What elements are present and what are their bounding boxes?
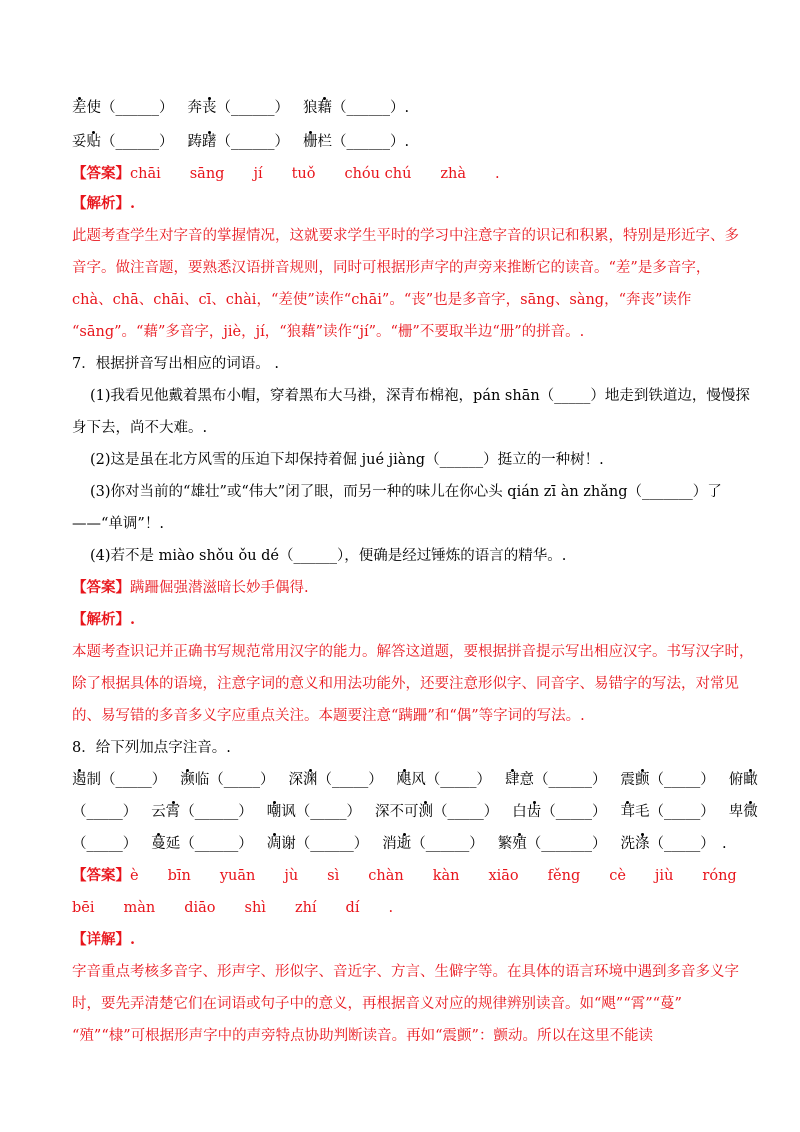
answer-blank: （_____） xyxy=(72,836,138,852)
answer-blank: （_____） xyxy=(317,772,383,788)
vocab-char: 栏 xyxy=(317,134,332,150)
dotted-char: 渊 xyxy=(303,772,318,788)
vocab-item xyxy=(72,134,174,150)
q6-analysis-line: “sāng”。“藉”多音字，jiè，jí，“狼藉”读作“jí”。“栅”不要取半边“册”的拼音。. xyxy=(72,324,585,340)
vocab-char: 白 xyxy=(512,804,527,820)
dotted-char: 殖 xyxy=(512,836,527,852)
vocab-item xyxy=(151,836,253,852)
vocab-char: 风 xyxy=(411,772,426,788)
vocab-char: 意 xyxy=(519,772,534,788)
q8-detail-label: 【详解】. xyxy=(72,931,136,948)
vocab-item xyxy=(505,772,607,788)
vocab-item xyxy=(621,836,727,852)
dotted-char: 蔓 xyxy=(151,836,166,852)
dotted-char: 嘲 xyxy=(266,804,282,820)
vocab-char: 震 xyxy=(620,772,635,788)
dotted-char: 微 xyxy=(743,804,758,820)
answer-label: 【答案】 xyxy=(72,867,130,884)
answer-blank: （______）. xyxy=(332,134,410,150)
vocab-char: 俯 xyxy=(728,772,744,788)
vocab-item xyxy=(512,804,606,820)
dotted-char: 涤 xyxy=(635,836,650,852)
q8-row-2 xyxy=(72,802,758,822)
vocab-item xyxy=(72,100,174,116)
answer-blank: （______） xyxy=(180,804,253,820)
vocab-char: 卑 xyxy=(728,804,744,820)
q8-title: 8．给下列加点字注音。. xyxy=(72,740,231,756)
vocab-char: 谢 xyxy=(281,836,296,852)
dotted-char: 躇 xyxy=(202,134,217,150)
q8-detail-line: 时，要先弄清楚它们在词语或句子中的意义，再根据音义对应的规律辨别读音。如“飓”“霄”“蔓” xyxy=(72,996,682,1012)
vocab-item xyxy=(180,772,274,788)
answer-text: 蹒跚倔强潜滋暗长妙手偶得. xyxy=(130,580,309,596)
vocab-char: 消 xyxy=(382,836,397,852)
q7-item: (4)若不是 miào shǒu ǒu dé（______），便确是经过锤炼的语言的精华。. xyxy=(90,548,567,564)
q8-answer xyxy=(72,866,736,886)
q6-row-1 xyxy=(72,98,736,118)
dotted-char: 藉 xyxy=(317,100,332,116)
vocab-item xyxy=(621,804,715,820)
q7-item: 身下去，尚不大难。. xyxy=(72,420,208,436)
vocab-char: 毛 xyxy=(635,804,650,820)
dotted-char: 差 xyxy=(72,100,87,116)
vocab-item xyxy=(729,804,758,820)
answer-label: 【答案】 xyxy=(72,165,130,182)
dotted-char: 茸 xyxy=(620,804,635,820)
q8-detail-line: 字音重点考核多音字、形声字、形似字、音近字、方言、生僻字等。在具体的语言环境中遇到多音多义字 xyxy=(72,964,739,980)
vocab-char: 云 xyxy=(151,804,166,820)
answer-blank: （______） xyxy=(180,836,253,852)
dotted-char: 颤 xyxy=(635,772,650,788)
q7-title: 7．根据拼音写出相应的词语。 . xyxy=(72,356,279,372)
q6-answer xyxy=(72,164,736,184)
vocab-char: 洗 xyxy=(620,836,635,852)
q8-answer-cont: bēi màn diāo shì zhí dí . xyxy=(72,900,394,916)
q8-row-1 xyxy=(72,770,758,790)
dotted-char: 测 xyxy=(418,804,433,820)
dotted-char: 霄 xyxy=(165,804,181,820)
vocab-char: 制 xyxy=(86,772,101,788)
vocab-item xyxy=(621,772,715,788)
q7-item: ——“单调”！. xyxy=(72,516,164,532)
q6-row-2 xyxy=(72,132,736,152)
dotted-char: 遏 xyxy=(72,772,87,788)
answer-blank: （______） xyxy=(411,836,484,852)
answer-blank: （______）. xyxy=(332,100,410,116)
answer-blank: （_____） . xyxy=(649,836,727,852)
vocab-item xyxy=(151,804,253,820)
q7-item: (2)这是虽在北方风雪的压迫下却保持着倔 jué jiàng（______）挺立的一种树！. xyxy=(90,452,604,468)
dotted-char: 齿 xyxy=(526,804,542,820)
vocab-char: 妥 xyxy=(72,134,87,150)
vocab-item xyxy=(267,836,369,852)
q6-analysis-line: 音字。做注音题，要熟悉汉语拼音规则，同时可根据形声字的声旁来推断它的读音。“差”是多音字， xyxy=(72,260,711,276)
vocab-char: 讽 xyxy=(281,804,296,820)
answer-blank: （_____） xyxy=(433,804,499,820)
answer-blank: （_____） xyxy=(541,804,607,820)
q6-analysis-line: chà、chā、chāi、cī、chài，“差使”读作“chāi”。“丧”也是多音字，sāng、sàng，“奔丧”读作 xyxy=(72,292,692,308)
vocab-item xyxy=(267,804,361,820)
vocab-char: 狼 xyxy=(303,100,318,116)
answer-label: 【答案】 xyxy=(72,579,130,596)
answer-blank: （_____） xyxy=(209,772,275,788)
dotted-char: 濒 xyxy=(180,772,195,788)
q7-analysis-line: 的、易写错的多音多义字应重点关注。本题要注意“蹒跚”和“偶”等字词的写法。. xyxy=(72,708,585,724)
answer-blank: （_____） xyxy=(425,772,491,788)
q7-item: (3)你对当前的“雄壮”或“伟大”闭了眼，而另一种的味儿在你心头 qián zī àn zhǎng（_______）了 xyxy=(90,484,722,500)
vocab-item xyxy=(72,772,166,788)
vocab-char: 繁 xyxy=(497,836,513,852)
vocab-char: 深不可 xyxy=(375,804,419,820)
answer-blank: （_____） xyxy=(649,772,715,788)
answer-blank: （______） xyxy=(216,100,289,116)
dotted-char: 凋 xyxy=(266,836,282,852)
answer-blank: （______） xyxy=(101,134,174,150)
q6-analysis-line: 此题考查学生对字音的掌握情况，这就要求学生平时的学习中注意字音的识记和积累，特别是形近字、多 xyxy=(72,228,739,244)
q7-analysis-line: 本题考查识记并正确书写规范常用汉字的能力。解答这道题，要根据拼音提示写出相应汉字。书写汉字时， xyxy=(72,644,754,660)
vocab-item xyxy=(382,836,484,852)
q8-row-3 xyxy=(72,834,736,854)
vocab-item xyxy=(498,836,607,852)
answer-blank: （______） xyxy=(295,836,369,852)
answer-blank: （______） xyxy=(534,772,607,788)
answer-blank: （_____） xyxy=(295,804,361,820)
q6-analysis-label: 【解析】. xyxy=(72,195,136,212)
q8-detail-line: “殖”“棣”可根据形声字中的声旁特点协助判断读音。再如“震颤”：颤动。所以在这里不能读 xyxy=(72,1028,653,1044)
answer-blank: （_____） xyxy=(649,804,715,820)
answer-blank: （______） xyxy=(216,134,289,150)
dotted-char: 逝 xyxy=(396,836,412,852)
vocab-char: 临 xyxy=(194,772,210,788)
vocab-item xyxy=(188,100,290,116)
answer-text: chāi sāng jí tuǒ chóu chú zhà . xyxy=(130,166,500,182)
q7-analysis-label: 【解析】. xyxy=(72,611,136,628)
answer-blank: （_______） xyxy=(526,836,607,852)
q7-answer xyxy=(72,578,736,598)
dotted-char: 丧 xyxy=(202,100,217,116)
vocab-item xyxy=(188,134,290,150)
dotted-char: 贴 xyxy=(86,134,101,150)
vocab-char: 深 xyxy=(288,772,303,788)
dotted-char: 栅 xyxy=(303,134,318,150)
vocab-item xyxy=(303,100,409,116)
dotted-char: 瞰 xyxy=(743,772,758,788)
vocab-item xyxy=(397,772,491,788)
q7-item: (1)我看见他戴着黑布小帽，穿着黑布大马褂，深青布棉袍，pán shān（_____）地走到铁道边，慢慢探 xyxy=(90,388,750,404)
dotted-char: 肆 xyxy=(505,772,520,788)
answer-text: è bīn yuān jù sì chàn kàn xiāo fěng cè jiù róng xyxy=(130,868,737,884)
answer-blank: （______） xyxy=(101,100,174,116)
vocab-item xyxy=(303,134,409,150)
answer-blank: （_____） xyxy=(72,804,138,820)
answer-blank: （_____） xyxy=(101,772,167,788)
vocab-item xyxy=(375,804,498,820)
dotted-char: 飓 xyxy=(396,772,412,788)
vocab-char: 延 xyxy=(165,836,181,852)
vocab-char: 使 xyxy=(86,100,101,116)
vocab-char: 奔 xyxy=(187,100,202,116)
vocab-char: 踌 xyxy=(187,134,202,150)
vocab-item xyxy=(729,772,758,788)
q7-analysis-line: 除了根据具体的语境，注意字词的意义和用法功能外，还要注意形似字、同音字、易错字的写法，对常见 xyxy=(72,676,739,692)
vocab-item xyxy=(289,772,383,788)
